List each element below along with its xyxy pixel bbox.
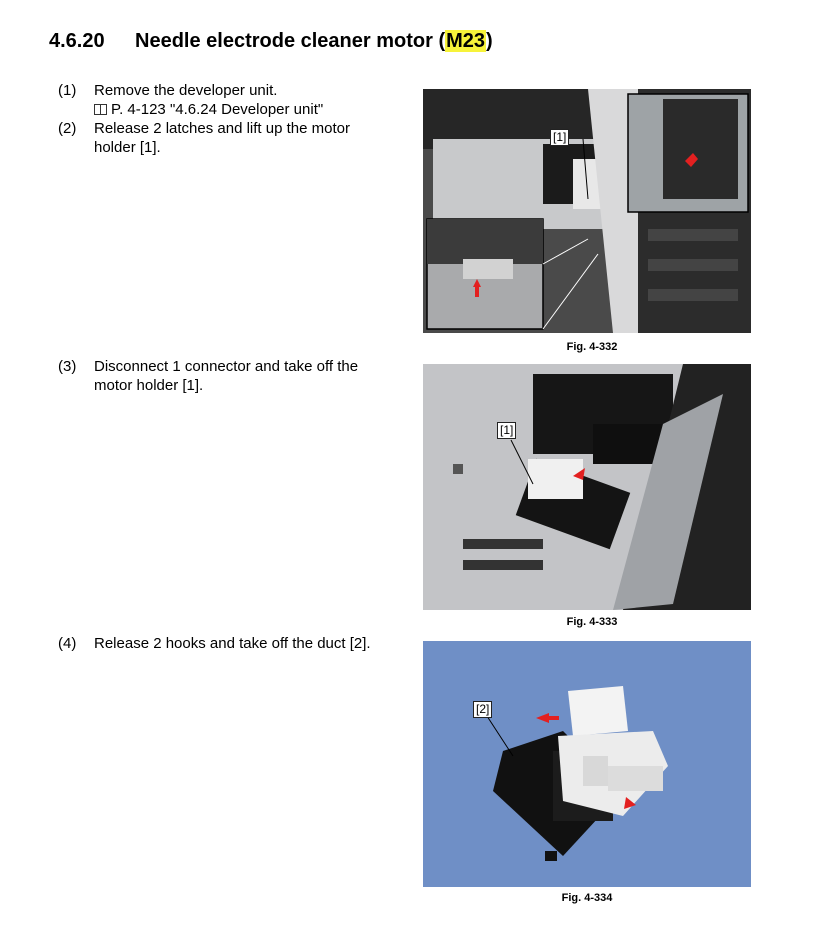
motor-code-highlight: M23 <box>446 30 486 52</box>
step-number: (2) <box>58 120 77 137</box>
figure-caption: Fig. 4-334 <box>561 892 613 904</box>
step-text: Remove the developer unit. <box>94 82 278 99</box>
section-title: Needle electrode cleaner motor ( <box>135 30 446 52</box>
section-number: 4.6.20 <box>49 30 105 52</box>
step-text-line-2: motor holder [1]. <box>94 377 204 394</box>
section-title-end: ) <box>486 30 493 52</box>
step-number: (4) <box>58 635 77 652</box>
book-icon <box>94 104 107 115</box>
step-text: Release 2 hooks and take off the duct [2]. <box>94 635 371 652</box>
figure-caption: Fig. 4-333 <box>566 616 618 628</box>
cross-reference[interactable] <box>94 100 323 119</box>
figure-caption: Fig. 4-332 <box>566 341 618 353</box>
reference-text[interactable]: P. 4-123 "4.6.24 Developer unit" <box>111 101 324 118</box>
step-text-line-1: Release 2 latches and lift up the motor <box>94 120 350 137</box>
step-number: (3) <box>58 358 77 375</box>
step-text-line-1: Disconnect 1 connector and take off the <box>94 358 359 375</box>
callout-label: [2] <box>473 701 492 718</box>
step-text-line-2: holder [1]. <box>94 139 161 156</box>
figure-4-333-photo <box>423 364 751 610</box>
callout-label: [1] <box>497 422 516 439</box>
figure-4-334-photo <box>423 641 751 887</box>
callout-label: [1] <box>550 129 569 146</box>
figure-4-332-photo <box>423 89 751 333</box>
step-number: (1) <box>58 82 77 99</box>
section-heading <box>49 30 493 53</box>
